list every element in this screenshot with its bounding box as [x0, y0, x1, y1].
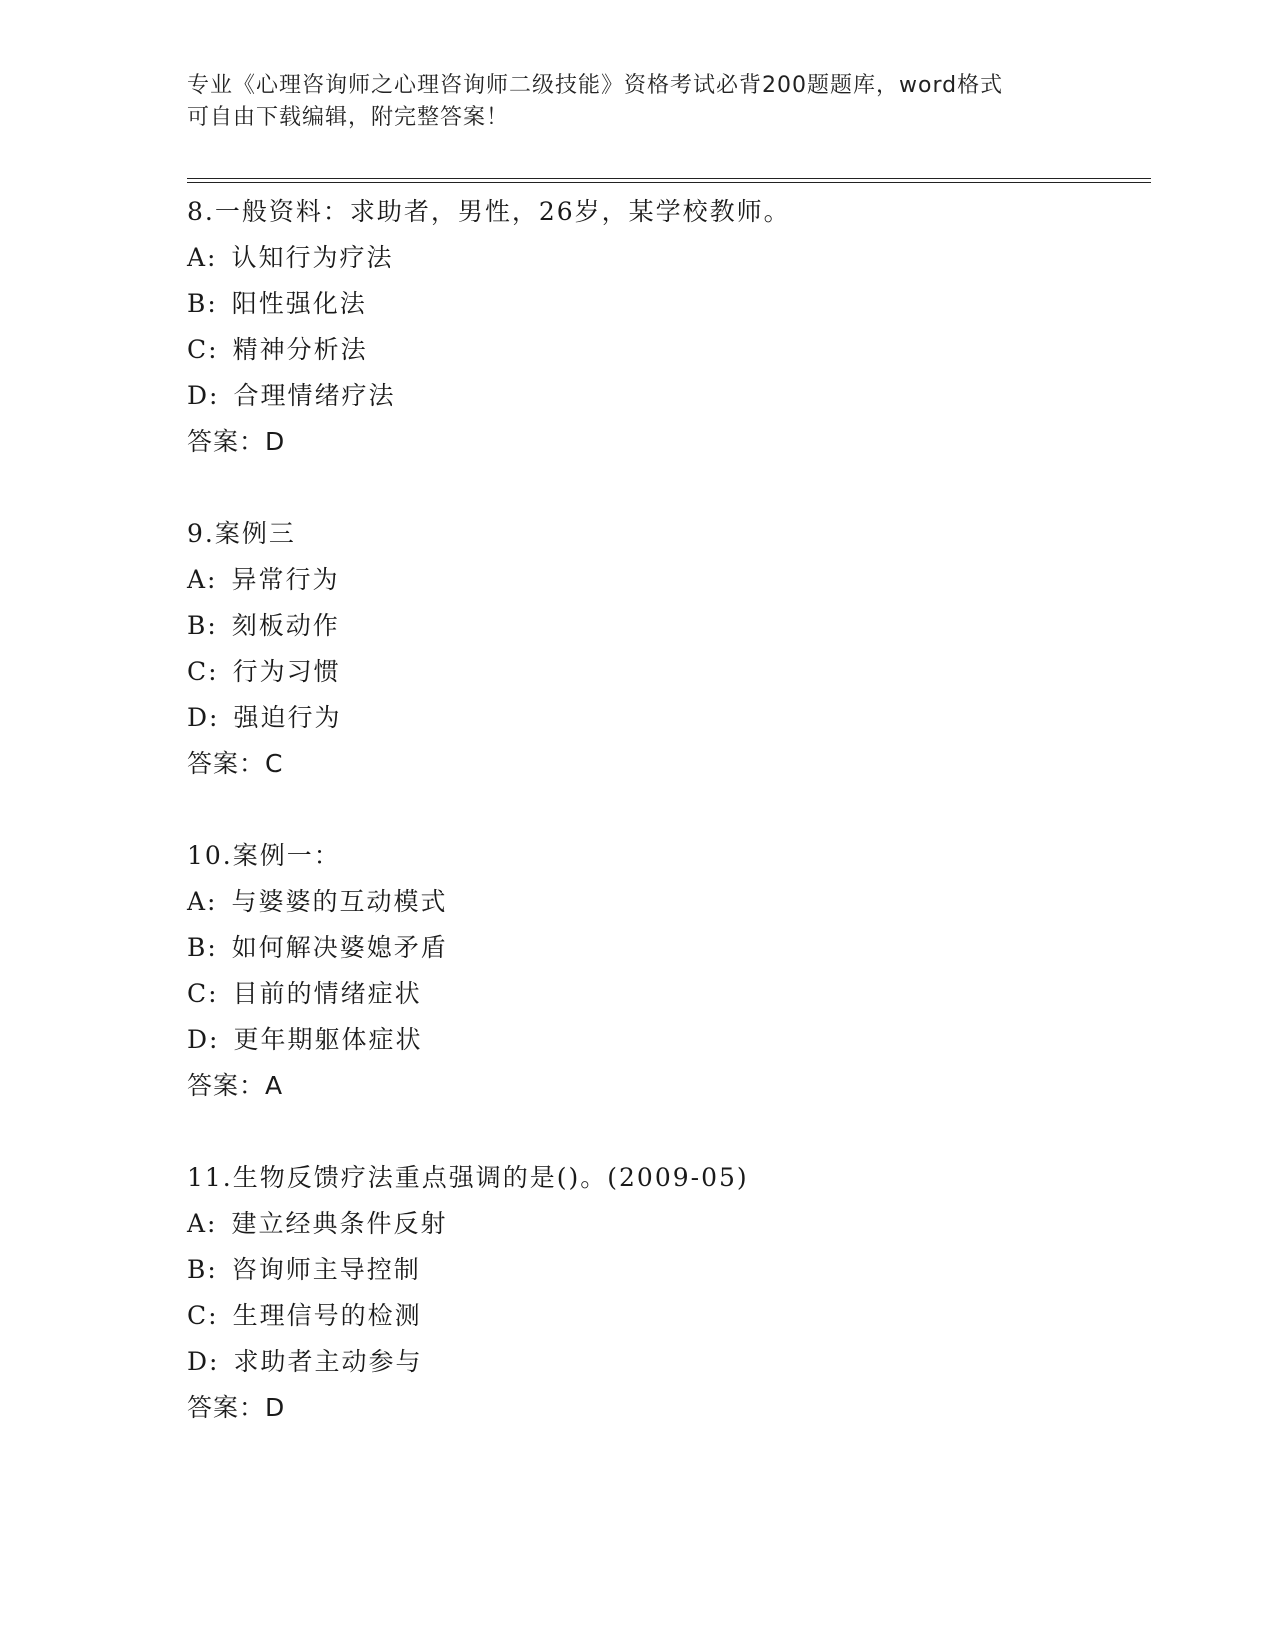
question-stem: 9.案例三: [187, 519, 296, 548]
option-d: [187, 1339, 1151, 1385]
option-text: 刻板动作: [231, 611, 340, 640]
question-stem: 10.案例一：: [187, 841, 341, 870]
option-letter: D:: [187, 381, 220, 410]
answer-line: 答案：A: [187, 1071, 284, 1100]
option-letter: C:: [187, 657, 219, 686]
option-text: 更年期躯体症状: [233, 1025, 423, 1054]
option-text: 强迫行为: [233, 703, 342, 732]
option-b: [187, 281, 1151, 327]
option-b: [187, 603, 1151, 649]
option-a: [187, 879, 1151, 925]
option-d: [187, 695, 1151, 741]
option-letter: B:: [187, 611, 218, 640]
option-letter: D:: [187, 1347, 220, 1376]
question-9: [187, 511, 1151, 787]
option-text: 求助者主动参与: [233, 1347, 423, 1376]
header-divider-bottom: [187, 182, 1151, 183]
option-text: 精神分析法: [232, 335, 368, 364]
question-8: [187, 189, 1151, 465]
option-letter: C:: [187, 979, 219, 1008]
option-a: [187, 1201, 1151, 1247]
option-b: [187, 1247, 1151, 1293]
question-11: [187, 1155, 1151, 1431]
answer-line: 答案：C: [187, 749, 284, 778]
header-divider-top: [187, 178, 1151, 179]
option-letter: C:: [187, 1301, 219, 1330]
option-text: 目前的情绪症状: [232, 979, 422, 1008]
option-b: [187, 925, 1151, 971]
option-letter: B:: [187, 933, 218, 962]
option-d: [187, 373, 1151, 419]
option-letter: D:: [187, 1025, 220, 1054]
answer-line: 答案：D: [187, 427, 286, 456]
option-text: 异常行为: [231, 565, 340, 594]
question-10: [187, 833, 1151, 1109]
header-line-2: 可自由下载编辑，附完整答案！: [187, 105, 510, 130]
option-c: [187, 649, 1151, 695]
question-stem: 8.一般资料：求助者，男性，26岁，某学校教师。: [187, 197, 791, 226]
option-text: 阳性强化法: [231, 289, 367, 318]
option-text: 咨询师主导控制: [231, 1255, 421, 1284]
option-text: 合理情绪疗法: [233, 381, 396, 410]
option-c: [187, 971, 1151, 1017]
option-text: 生理信号的检测: [232, 1301, 422, 1330]
option-text: 行为习惯: [232, 657, 341, 686]
option-c: [187, 1293, 1151, 1339]
option-text: 建立经典条件反射: [231, 1209, 448, 1238]
header-line-1: 专业《心理咨询师之心理咨询师二级技能》资格考试必背200题题库，word格式: [187, 73, 1004, 98]
option-letter: A:: [187, 243, 218, 272]
option-letter: D:: [187, 703, 220, 732]
option-letter: B:: [187, 289, 218, 318]
question-list: [187, 189, 1151, 1477]
option-letter: A:: [187, 1209, 218, 1238]
option-letter: C:: [187, 335, 219, 364]
answer-line: 答案：D: [187, 1393, 286, 1422]
option-d: [187, 1017, 1151, 1063]
option-text: 与婆婆的互动模式: [231, 887, 448, 916]
option-letter: B:: [187, 1255, 218, 1284]
option-text: 认知行为疗法: [231, 243, 394, 272]
option-letter: A:: [187, 887, 218, 916]
option-a: [187, 235, 1151, 281]
option-text: 如何解决婆媳矛盾: [231, 933, 448, 962]
document-header: [187, 70, 1087, 134]
option-a: [187, 557, 1151, 603]
question-stem: 11.生物反馈疗法重点强调的是()。(2009-05): [187, 1163, 749, 1192]
option-c: [187, 327, 1151, 373]
option-letter: A:: [187, 565, 218, 594]
